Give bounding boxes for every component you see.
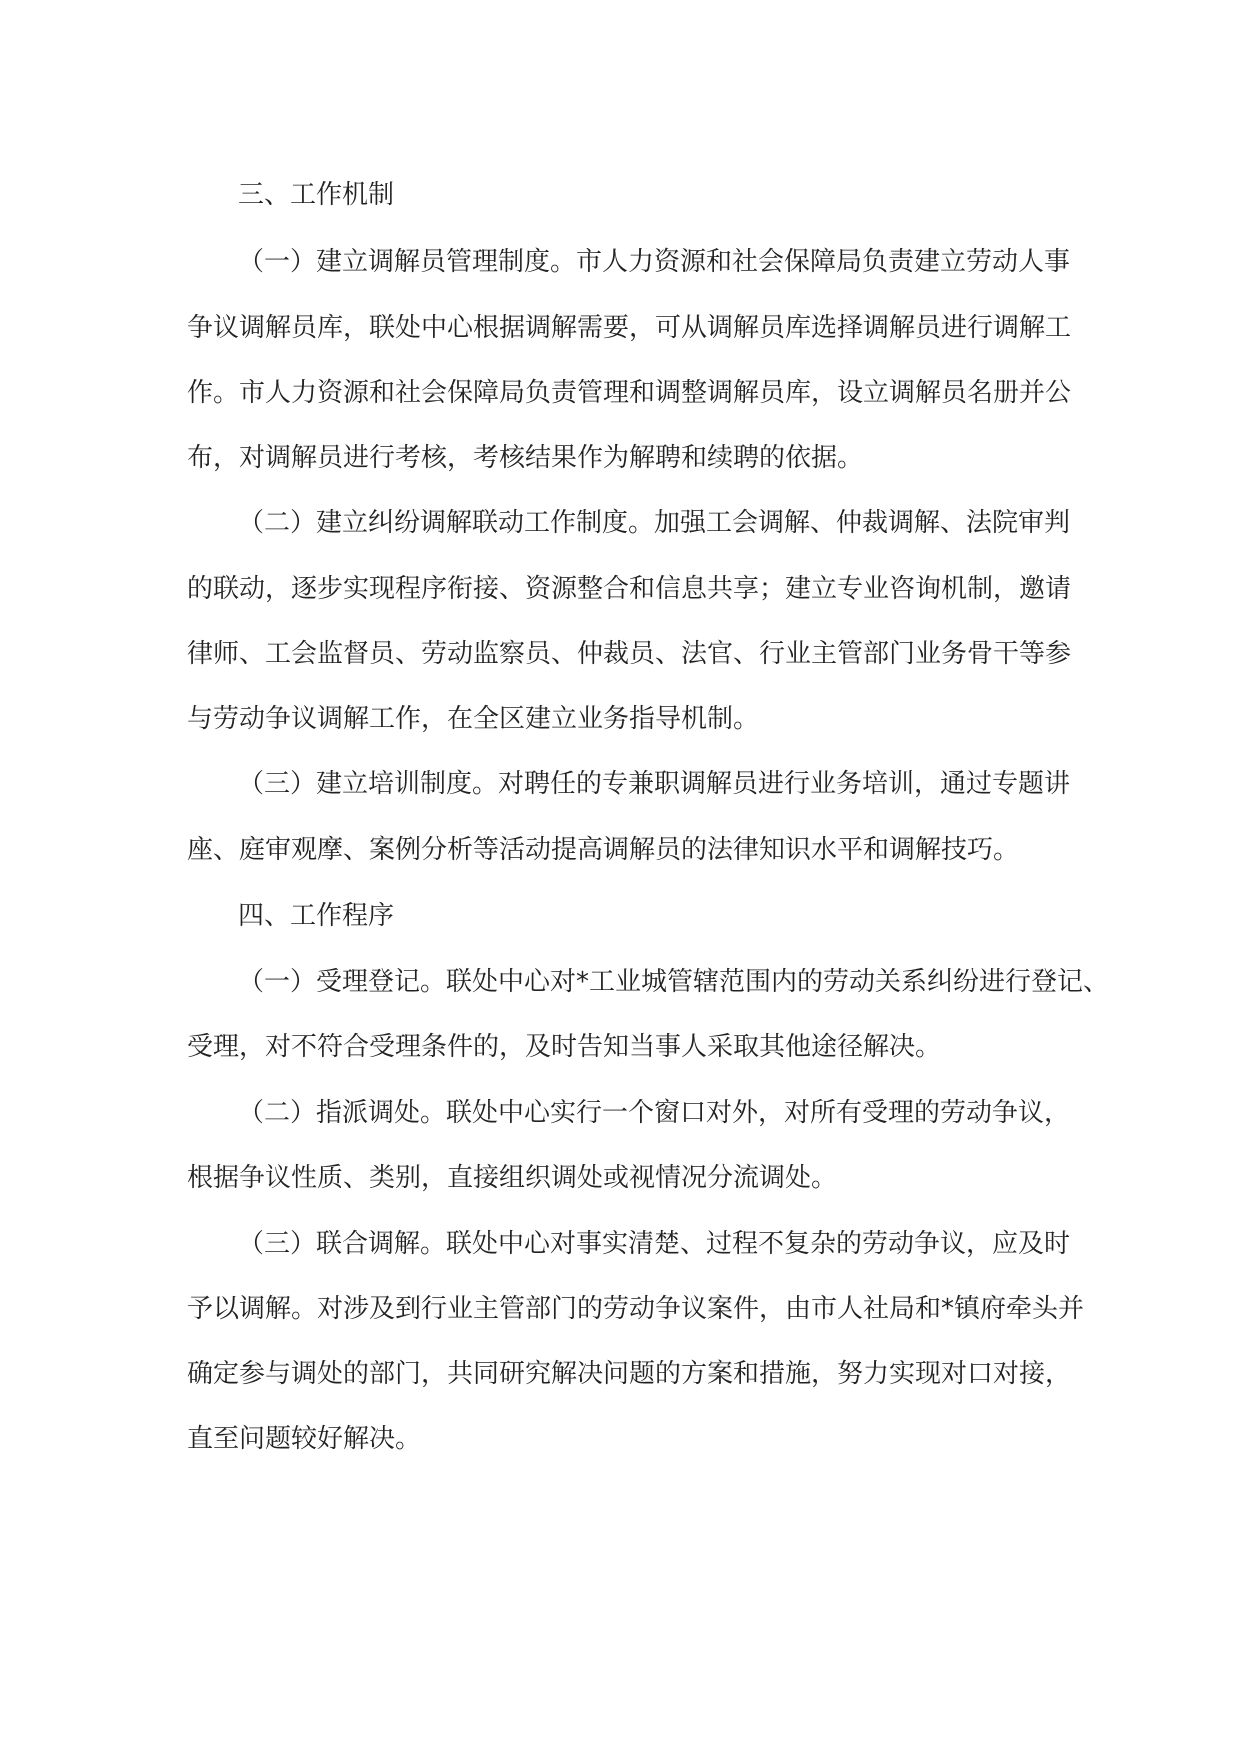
paragraph-line: 予以调解。对涉及到行业主管部门的劳动争议案件，由市人社局和*镇府牵头并 xyxy=(187,1294,1085,1324)
paragraph-line: （三）联合调解。联处中心对事实清楚、过程不复杂的劳动争议，应及时 xyxy=(238,1229,1071,1259)
paragraph-line: 确定参与调处的部门，共同研究解决问题的方案和措施，努力实现对口对接， xyxy=(187,1359,1072,1389)
paragraph-line: 与劳动争议调解工作，在全区建立业务指导机制。 xyxy=(187,704,760,734)
section-heading-3: 三、工作机制 xyxy=(238,180,395,210)
paragraph-line: 作。市人力资源和社会保障局负责管理和调整调解员库，设立调解员名册并公 xyxy=(187,378,1072,408)
paragraph-line: 律师、工会监督员、劳动监察员、仲裁员、法官、行业主管部门业务骨干等参 xyxy=(187,639,1072,669)
paragraph-line: （三）建立培训制度。对聘任的专兼职调解员进行业务培训，通过专题讲 xyxy=(238,769,1071,799)
paragraph-line: 根据争议性质、类别，直接组织调处或视情况分流调处。 xyxy=(187,1163,838,1193)
paragraph-line: （二）建立纠纷调解联动工作制度。加强工会调解、仲裁调解、法院审判 xyxy=(238,508,1071,538)
paragraph-line: 布，对调解员进行考核，考核结果作为解聘和续聘的依据。 xyxy=(187,443,864,473)
paragraph-line: 争议调解员库，联处中心根据调解需要，可从调解员库选择调解员进行调解工 xyxy=(187,313,1072,343)
paragraph-line: （一）受理登记。联处中心对*工业城管辖范围内的劳动关系纠纷进行登记、 xyxy=(238,967,1110,997)
paragraph-line: 座、庭审观摩、案例分析等活动提高调解员的法律知识水平和调解技巧。 xyxy=(187,835,1020,865)
section-heading-4: 四、工作程序 xyxy=(238,901,395,931)
paragraph-line: （二）指派调处。联处中心实行一个窗口对外，对所有受理的劳动争议， xyxy=(238,1098,1071,1128)
paragraph-line: 直至问题较好解决。 xyxy=(187,1424,422,1454)
paragraph-line: （一）建立调解员管理制度。市人力资源和社会保障局负责建立劳动人事 xyxy=(238,247,1071,277)
paragraph-line: 受理，对不符合受理条件的，及时告知当事人采取其他途径解决。 xyxy=(187,1032,942,1062)
paragraph-line: 的联动，逐步实现程序衔接、资源整合和信息共享；建立专业咨询机制，邀请 xyxy=(187,574,1072,604)
